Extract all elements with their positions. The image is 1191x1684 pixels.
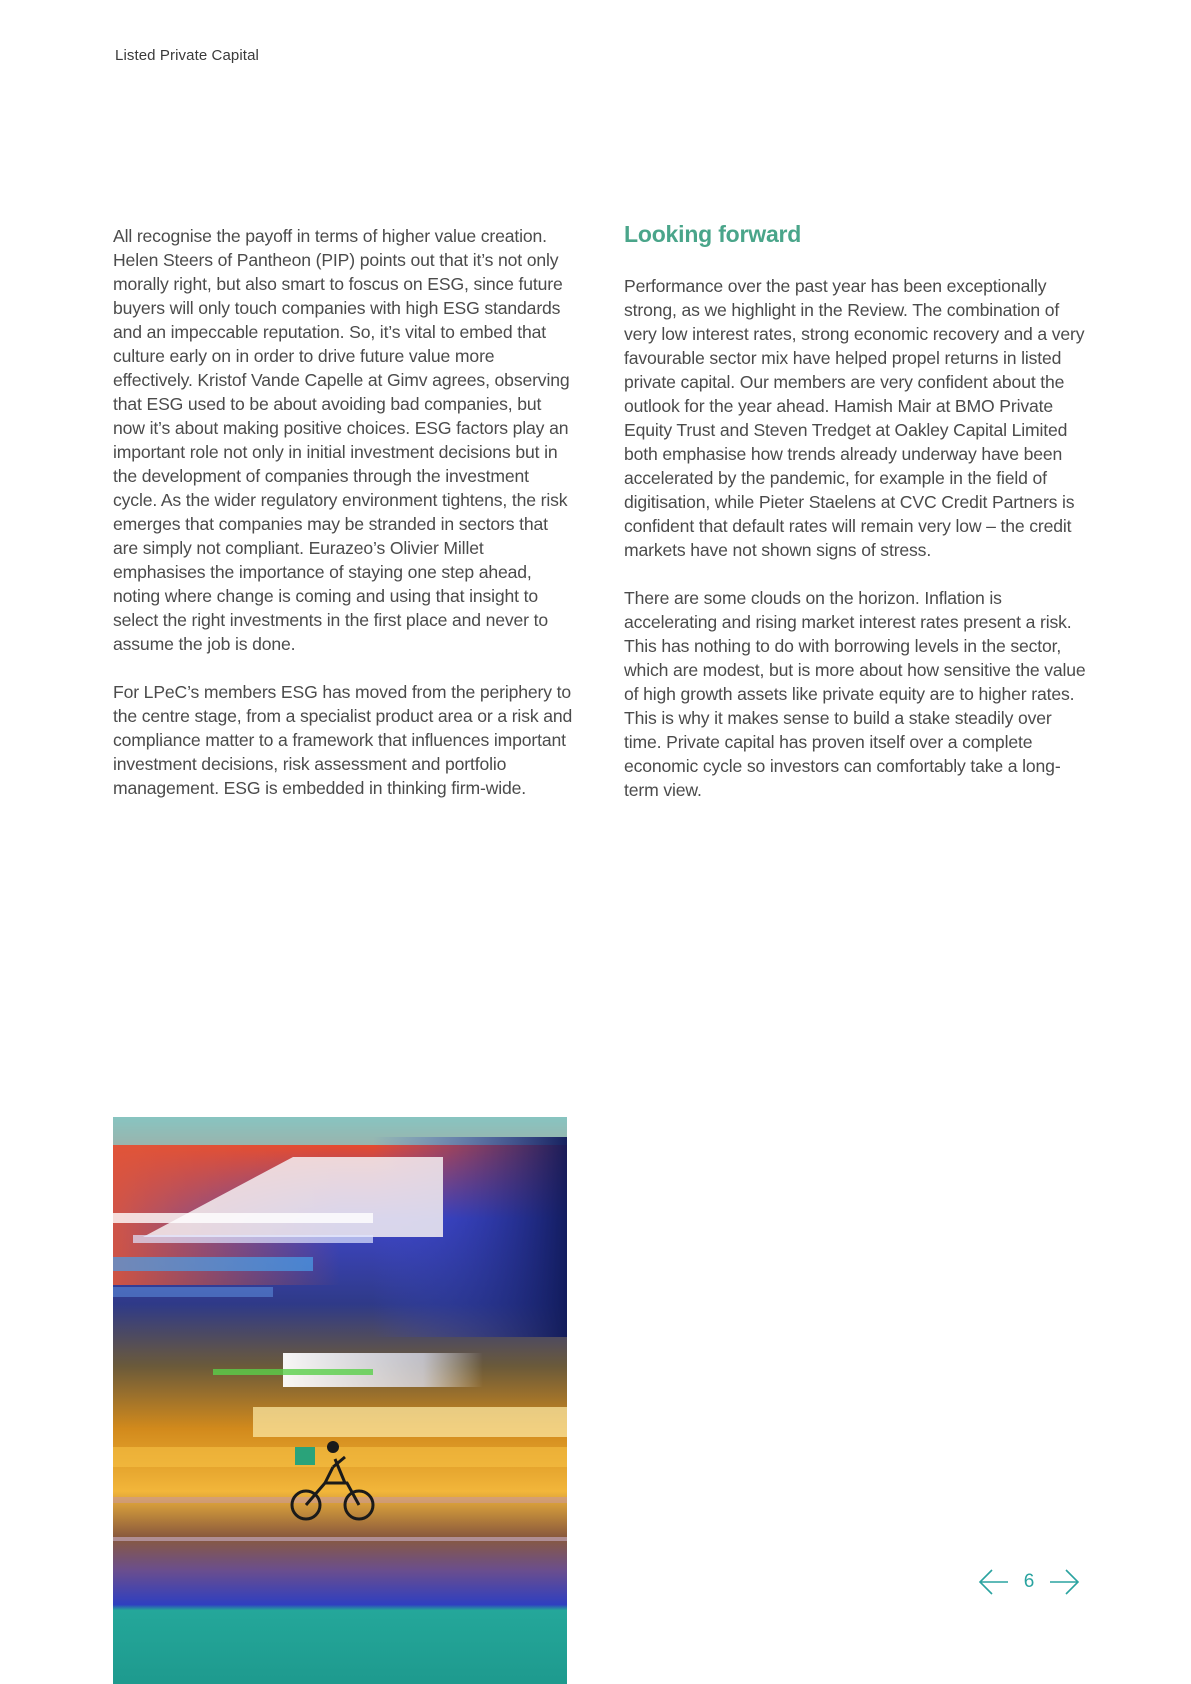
- body-paragraph: There are some clouds on the horizon. Inflation is accelerating and rising market interest rates present a risk. This has nothing to do with borrowing levels in the sector, which are modest, but is more about how sensitive the value of high growth assets like private equity are to higher rates. This is why it makes sense to build a stake steadily over time. Private capital has proven itself over a complete economic cycle so investors can comfortably take a long-term view.: [624, 588, 1086, 800]
- arrow-right-icon[interactable]: [1048, 1568, 1080, 1596]
- right-column: [624, 218, 1086, 826]
- body-paragraph: All recognise the payoff in terms of higher value creation. Helen Steers of Pantheon (PIP) points out that it’s not only morally right, but also smart to foscus on ESG, since future buyers will only touch companies with high ESG standards and an impeccable reputation. So, it’s vital to embed that culture early on in order to drive future value more effectively. Kristof Vande Capelle at Gimv agrees, observing that ESG used to be about avoiding bad companies, but now it’s about making positive choices. ESG factors play an important role not only in initial investment decisions but in the development of companies through the investment cycle. As the wider regulatory environment tightens, the risk emerges that companies may be stranded in sectors that are simply not compliant. Eurazeo’s Olivier Millet emphasises the importance of staying one step ahead, noting where change is coming and using that insight to select the right investments in the first place and never to assume the job is done.: [113, 226, 570, 654]
- pagination: [978, 1566, 1080, 1598]
- running-header: Listed Private Capital: [115, 47, 259, 64]
- page-number: 6: [1023, 1571, 1035, 1592]
- arrow-left-icon[interactable]: [978, 1568, 1010, 1596]
- body-paragraph: Performance over the past year has been exceptionally strong, as we highlight in the Review. The combination of very low interest rates, strong economic recovery and a very favourable sector mix have helped propel returns in listed private capital. Our members are very confident about the outlook for the year ahead. Hamish Mair at BMO Private Equity Trust and Steven Tredget at Oakley Capital Limited both emphasise how trends already underway have been accelerated by the pandemic, for example in the field of digitisation, while Pieter Staelens at CVC Credit Partners is confident that default rates will remain very low – the credit markets have not shown signs of stress.: [624, 276, 1085, 560]
- section-heading: Looking forward: [624, 221, 802, 247]
- cyclist-motion-blur-photo: [113, 1117, 567, 1684]
- left-column: [113, 224, 573, 824]
- body-paragraph: For LPeC’s members ESG has moved from the periphery to the centre stage, from a specialist product area or a risk and compliance matter to a framework that influences important investment decisions, risk assessment and portfolio management. ESG is embedded in thinking firm-wide.: [113, 682, 573, 798]
